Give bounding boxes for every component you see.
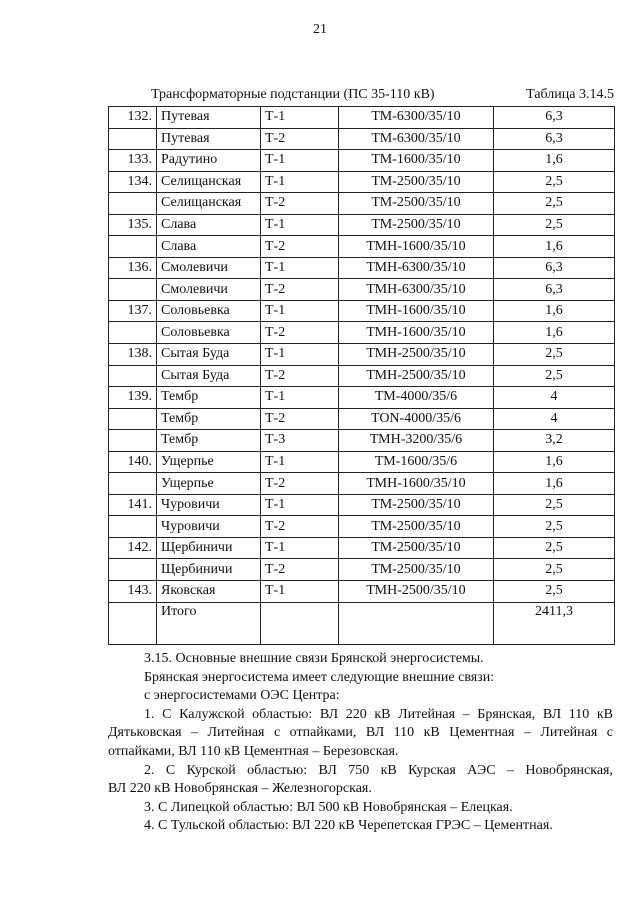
substation-name-cell: Слава <box>157 214 261 236</box>
item-4: 4. С Тульской областью: ВЛ 220 кВ Черепетская ГРЭС – Цементная. <box>144 818 553 834</box>
row-number-cell: 133. <box>109 150 157 172</box>
total-empty-cell <box>109 602 157 644</box>
external-connections-section <box>108 650 613 836</box>
table-row <box>109 516 615 538</box>
page-number: 21 <box>313 22 327 37</box>
substation-name-cell: Соловьевка <box>157 322 261 344</box>
table-row <box>109 236 615 258</box>
transformer-cell: Т-1 <box>261 494 339 516</box>
item-2-line-1: 2. С Курской областью: ВЛ 750 кВ Курская АЭС – Новобрянская, <box>144 762 613 778</box>
transformer-cell: Т-1 <box>261 107 339 129</box>
transformer-cell: Т-2 <box>261 322 339 344</box>
power-cell: 6,3 <box>494 128 615 150</box>
power-cell: 1,6 <box>494 236 615 258</box>
substation-name-cell: Слава <box>157 236 261 258</box>
table-row <box>109 107 615 129</box>
total-row <box>109 602 615 644</box>
power-cell: 1,6 <box>494 451 615 473</box>
total-empty-cell <box>261 602 339 644</box>
transformer-type-cell: ТМН-1600/35/10 <box>339 473 494 495</box>
substation-name-cell: Смолевичи <box>157 279 261 301</box>
transformer-cell: Т-1 <box>261 300 339 322</box>
transformer-type-cell: ТМН-1600/35/10 <box>339 322 494 344</box>
table-caption <box>108 87 614 107</box>
transformer-type-cell: ТМ-2500/35/10 <box>339 516 494 538</box>
power-cell: 2,5 <box>494 344 615 366</box>
transformer-cell: Т-1 <box>261 451 339 473</box>
table-row <box>109 322 615 344</box>
row-number-cell: 132. <box>109 107 157 129</box>
substation-name-cell: Селищанская <box>157 193 261 215</box>
item-2-line-2: ВЛ 220 кВ Новобрянская – Железногорская. <box>108 781 372 797</box>
table-row <box>109 214 615 236</box>
table-row <box>109 387 615 409</box>
row-number-cell: 142. <box>109 537 157 559</box>
table-number: Таблица 3.14.5 <box>526 87 614 102</box>
row-number-cell <box>109 193 157 215</box>
transformer-cell: Т-1 <box>261 537 339 559</box>
substation-name-cell: Яковская <box>157 581 261 603</box>
row-number-cell <box>109 128 157 150</box>
power-cell: 2,5 <box>494 581 615 603</box>
substation-name-cell: Селищанская <box>157 171 261 193</box>
transformer-type-cell: ТМ-6300/35/10 <box>339 128 494 150</box>
table-row <box>109 300 615 322</box>
item-1-line-3: отпайками, ВЛ 110 кВ Цементная – Березовская. <box>108 743 399 759</box>
power-cell: 2,5 <box>494 559 615 581</box>
power-cell: 1,6 <box>494 150 615 172</box>
transformer-cell: Т-1 <box>261 387 339 409</box>
transformer-type-cell: ТМ-2500/35/10 <box>339 193 494 215</box>
transformer-type-cell: ТМН-1600/35/10 <box>339 300 494 322</box>
transformer-cell: Т-3 <box>261 430 339 452</box>
power-cell: 2,5 <box>494 494 615 516</box>
substation-name-cell: Соловьевка <box>157 300 261 322</box>
transformer-type-cell: ТМН-1600/35/10 <box>339 236 494 258</box>
total-empty-cell <box>339 602 494 644</box>
row-number-cell: 139. <box>109 387 157 409</box>
transformer-cell: Т-2 <box>261 279 339 301</box>
substation-name-cell: Тембр <box>157 387 261 409</box>
transformer-type-cell: ТМН-6300/35/10 <box>339 279 494 301</box>
section-subheading: с энергосистемами ОЭС Центра: <box>144 688 340 704</box>
table-row <box>109 193 615 215</box>
transformer-cell: Т-1 <box>261 171 339 193</box>
transformer-cell: Т-2 <box>261 236 339 258</box>
power-cell: 1,6 <box>494 473 615 495</box>
transformer-cell: Т-2 <box>261 365 339 387</box>
transformer-cell: Т-2 <box>261 473 339 495</box>
transformer-type-cell: ТМ-4000/35/6 <box>339 387 494 409</box>
substation-name-cell: Щербиничи <box>157 537 261 559</box>
row-number-cell: 136. <box>109 257 157 279</box>
power-cell: 2,5 <box>494 214 615 236</box>
transformer-type-cell: ТМН-2500/35/10 <box>339 365 494 387</box>
row-number-cell: 134. <box>109 171 157 193</box>
transformer-type-cell: ТМ-2500/35/10 <box>339 559 494 581</box>
table-row <box>109 494 615 516</box>
power-cell: 4 <box>494 408 615 430</box>
row-number-cell: 137. <box>109 300 157 322</box>
substation-name-cell: Чуровичи <box>157 494 261 516</box>
table-row <box>109 279 615 301</box>
substation-name-cell: Тембр <box>157 430 261 452</box>
power-cell: 6,3 <box>494 257 615 279</box>
power-cell: 2,5 <box>494 516 615 538</box>
table-row <box>109 344 615 366</box>
transformer-type-cell: ТМ-2500/35/10 <box>339 537 494 559</box>
transformer-cell: Т-2 <box>261 559 339 581</box>
item-3: 3. С Липецкой областью: ВЛ 500 кВ Новобрянская – Елецкая. <box>144 799 513 815</box>
table-title: Трансформаторные подстанции (ПС 35-110 кВ) <box>151 87 435 102</box>
transformer-cell: Т-1 <box>261 581 339 603</box>
row-number-cell <box>109 365 157 387</box>
table-row <box>109 257 615 279</box>
transformer-type-cell: ТМ-1600/35/6 <box>339 451 494 473</box>
power-cell: 4 <box>494 387 615 409</box>
transformer-type-cell: TON-4000/35/6 <box>339 408 494 430</box>
substation-name-cell: Сытая Буда <box>157 344 261 366</box>
transformer-cell: Т-2 <box>261 516 339 538</box>
power-cell: 1,6 <box>494 300 615 322</box>
substation-name-cell: Щербиничи <box>157 559 261 581</box>
transformer-cell: Т-1 <box>261 344 339 366</box>
table-row <box>109 150 615 172</box>
total-value-cell: 2411,3 <box>494 602 615 644</box>
transformer-type-cell: ТМ-2500/35/10 <box>339 171 494 193</box>
power-cell: 2,5 <box>494 171 615 193</box>
transformer-cell: Т-2 <box>261 408 339 430</box>
power-cell: 1,6 <box>494 322 615 344</box>
power-cell: 2,5 <box>494 537 615 559</box>
transformer-cell: Т-2 <box>261 128 339 150</box>
row-number-cell <box>109 559 157 581</box>
table-row <box>109 171 615 193</box>
transformer-cell: Т-1 <box>261 214 339 236</box>
table-row <box>109 581 615 603</box>
substation-name-cell: Сытая Буда <box>157 365 261 387</box>
substation-name-cell: Путевая <box>157 107 261 129</box>
substation-name-cell: Ущерпье <box>157 451 261 473</box>
table-row <box>109 365 615 387</box>
table-row <box>109 537 615 559</box>
power-cell: 6,3 <box>494 279 615 301</box>
substation-name-cell: Радутино <box>157 150 261 172</box>
transformer-type-cell: ТМН-2500/35/10 <box>339 344 494 366</box>
table-row <box>109 473 615 495</box>
transformer-type-cell: ТМ-1600/35/10 <box>339 150 494 172</box>
transformer-type-cell: ТМ-2500/35/10 <box>339 494 494 516</box>
power-cell: 3,2 <box>494 430 615 452</box>
transformer-cell: Т-1 <box>261 150 339 172</box>
row-number-cell <box>109 473 157 495</box>
transformer-type-cell: ТМН-6300/35/10 <box>339 257 494 279</box>
table-body <box>109 107 615 645</box>
substations-table <box>108 106 615 645</box>
transformer-cell: Т-2 <box>261 193 339 215</box>
substation-name-cell: Чуровичи <box>157 516 261 538</box>
table-row <box>109 128 615 150</box>
substation-name-cell: Смолевичи <box>157 257 261 279</box>
substation-name-cell: Тембр <box>157 408 261 430</box>
transformer-type-cell: ТМ-6300/35/10 <box>339 107 494 129</box>
row-number-cell: 141. <box>109 494 157 516</box>
substation-name-cell: Ущерпье <box>157 473 261 495</box>
row-number-cell <box>109 236 157 258</box>
item-1-line-1: 1. С Калужской областью: ВЛ 220 кВ Литейная – Брянская, ВЛ 110 кВ <box>144 706 613 722</box>
table-row <box>109 408 615 430</box>
row-number-cell <box>109 430 157 452</box>
power-cell: 2,5 <box>494 193 615 215</box>
substation-name-cell: Путевая <box>157 128 261 150</box>
row-number-cell: 135. <box>109 214 157 236</box>
section-intro: Брянская энергосистема имеет следующие внешние связи: <box>144 669 495 685</box>
row-number-cell: 140. <box>109 451 157 473</box>
table-row <box>109 559 615 581</box>
row-number-cell <box>109 408 157 430</box>
transformer-cell: Т-1 <box>261 257 339 279</box>
transformer-type-cell: ТМ-2500/35/10 <box>339 214 494 236</box>
section-heading: 3.15. Основные внешние связи Брянской энергосистемы. <box>144 651 484 666</box>
row-number-cell: 138. <box>109 344 157 366</box>
row-number-cell <box>109 279 157 301</box>
table-row <box>109 451 615 473</box>
power-cell: 2,5 <box>494 365 615 387</box>
row-number-cell <box>109 322 157 344</box>
row-number-cell <box>109 516 157 538</box>
item-1-line-2: Дятьковская – Литейная с отпайками, ВЛ 110 кВ Цементная – Литейная с <box>108 725 613 741</box>
row-number-cell: 143. <box>109 581 157 603</box>
transformer-type-cell: ТМН-3200/35/6 <box>339 430 494 452</box>
transformer-type-cell: ТМН-2500/35/10 <box>339 581 494 603</box>
power-cell: 6,3 <box>494 107 615 129</box>
total-label-cell: Итого <box>157 602 261 644</box>
table-row <box>109 430 615 452</box>
